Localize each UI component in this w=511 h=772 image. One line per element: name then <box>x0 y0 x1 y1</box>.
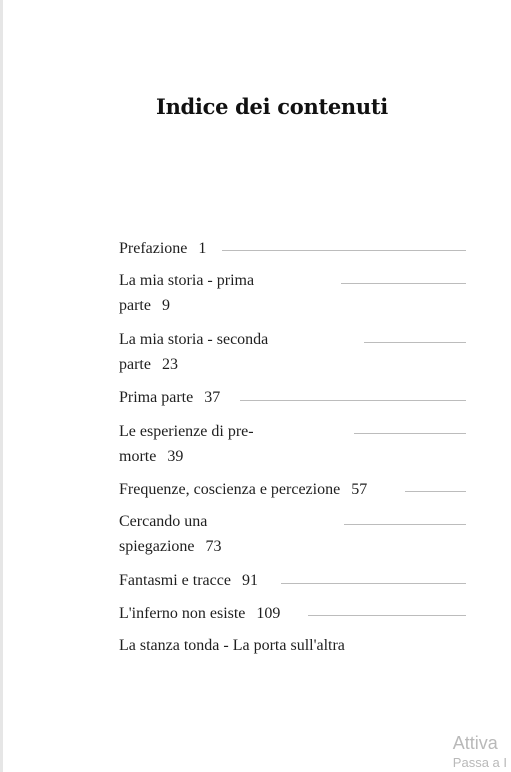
toc-entry-cercando-una-spiegazione[interactable] <box>119 509 222 559</box>
toc-entry-prefazione[interactable] <box>119 236 206 261</box>
toc-entry-la-mia-storia-seconda-parte[interactable] <box>119 327 268 377</box>
toc-entry-esperienze-pre-morte[interactable] <box>119 419 254 469</box>
toc-entry-page: 9 <box>161 297 170 314</box>
toc-entry-title: Prima parte <box>119 389 194 406</box>
activation-watermark <box>453 732 507 772</box>
toc-entry-title-line2: parte <box>119 297 151 314</box>
toc-entry-page: 57 <box>351 481 368 498</box>
toc-entry-title: La stanza tonda - La porta sull'altra <box>119 637 345 654</box>
toc-entry-fantasmi-e-tracce[interactable] <box>119 568 258 593</box>
toc-dot-leader <box>222 250 466 251</box>
toc-entry-page: 37 <box>204 389 221 406</box>
page-title: Indice dei contenuti <box>156 94 388 119</box>
toc-entry-frequenze[interactable] <box>119 477 367 502</box>
toc-entry-page: 39 <box>167 448 184 465</box>
toc-entry-la-mia-storia-prima-parte[interactable] <box>119 268 254 318</box>
toc-entry-title: L'inferno non esiste <box>119 605 246 622</box>
toc-entry-page: 109 <box>256 605 281 622</box>
toc-dot-leader <box>344 524 466 525</box>
toc-entry-prima-parte[interactable] <box>119 385 220 410</box>
toc-entry-page: 23 <box>161 356 178 373</box>
toc-entry-title: Fantasmi e tracce <box>119 572 231 589</box>
toc-entry-title-line1: La mia storia - prima <box>119 272 255 289</box>
toc-entry-title-line1: La mia storia - seconda <box>119 331 269 348</box>
toc-entry-page: 1 <box>198 240 207 257</box>
toc-entry-title-line2: parte <box>119 356 151 373</box>
toc-dot-leader <box>364 342 466 343</box>
toc-entry-title: Prefazione <box>119 240 188 257</box>
toc-dot-leader <box>405 491 466 492</box>
toc-dot-leader <box>341 283 466 284</box>
toc-dot-leader <box>240 400 466 401</box>
toc-entry-page: 91 <box>241 572 258 589</box>
toc-entry-la-stanza-tonda[interactable] <box>119 633 345 658</box>
toc-dot-leader <box>354 433 466 434</box>
watermark-line2: Passa a I <box>452 755 507 770</box>
toc-entry-title-line2: morte <box>119 448 157 465</box>
toc-dot-leader <box>308 615 466 616</box>
watermark-line1: Attiva <box>452 733 498 753</box>
toc-dot-leader <box>281 583 466 584</box>
toc-entry-title-line1: Cercando una <box>119 513 208 530</box>
toc-entry-page: 73 <box>205 538 222 555</box>
toc-entry-inferno-non-esiste[interactable] <box>119 601 280 626</box>
toc-entry-title-line1: Le esperienze di pre- <box>119 423 254 440</box>
toc-entry-title-line2: spiegazione <box>119 538 195 555</box>
toc-entry-title: Frequenze, coscienza e percezione <box>119 481 341 498</box>
